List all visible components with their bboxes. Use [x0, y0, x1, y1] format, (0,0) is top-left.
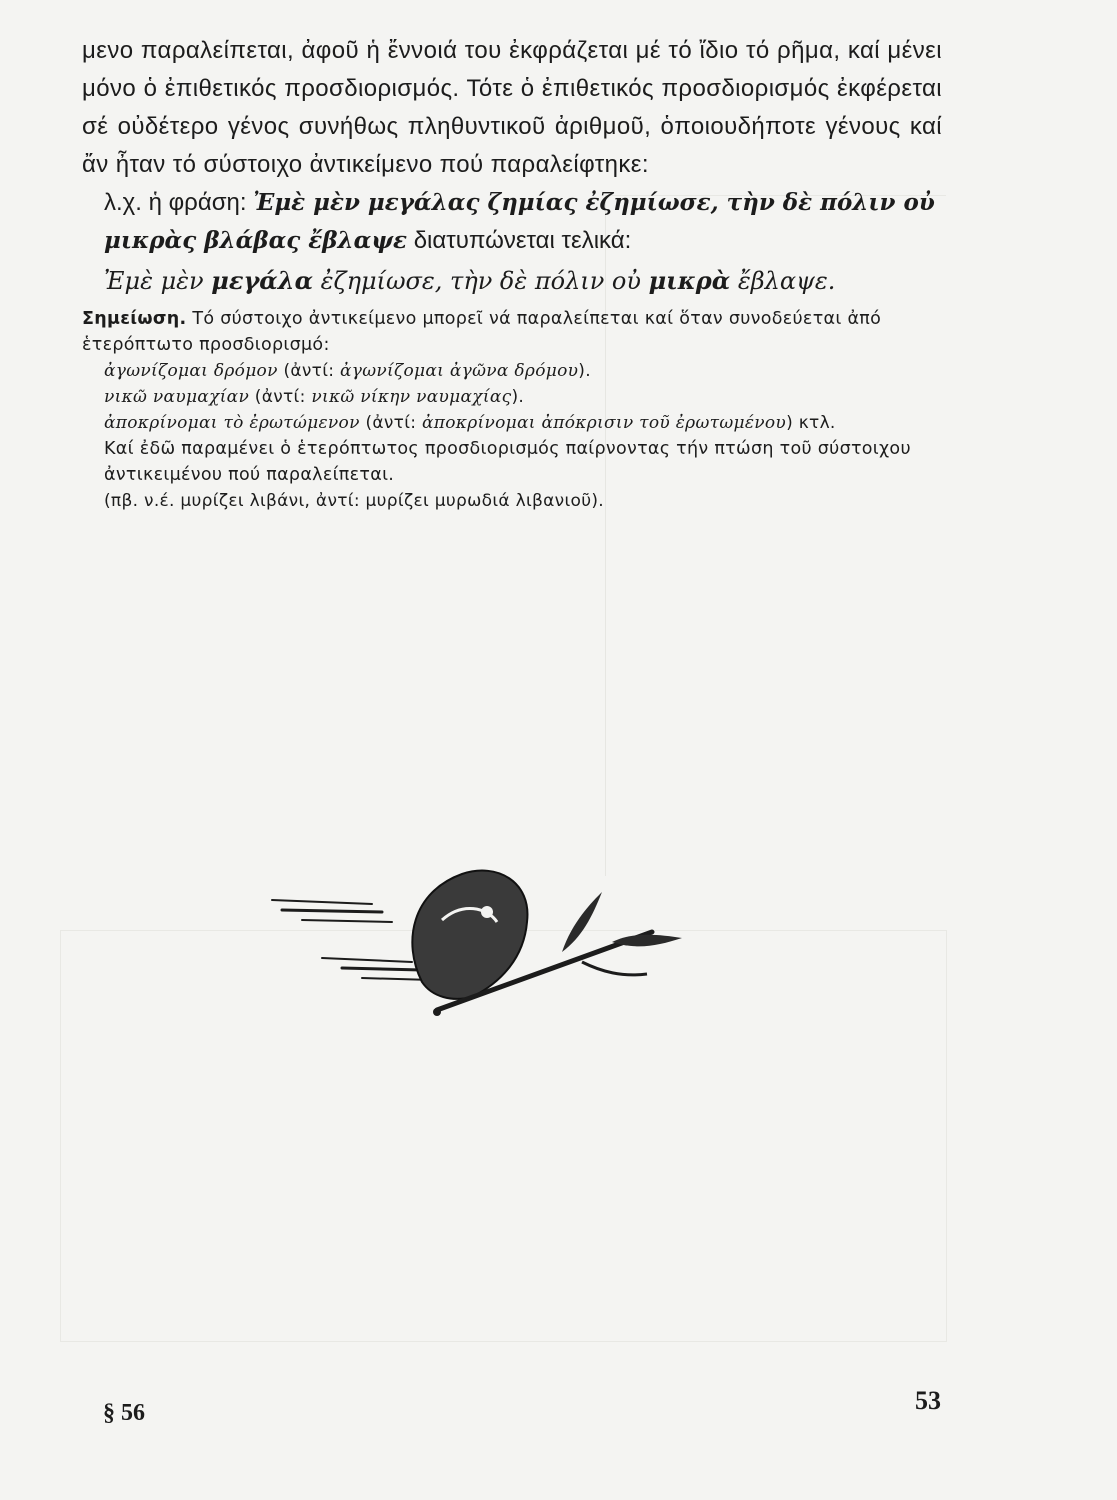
vignette-stroke: [342, 968, 422, 970]
stem-end: [433, 1008, 441, 1016]
main-text: [82, 32, 942, 514]
note-paragraph: [82, 306, 942, 358]
note-example-2: [82, 384, 942, 410]
note-ex1-d: ).: [578, 361, 591, 381]
note-label: Σημείωση.: [82, 309, 187, 329]
vignette-stroke: [322, 958, 412, 962]
fish-vignette-illustration: [262, 862, 692, 1062]
note-ex3-a: ἀποκρίνομαι τὸ ἐρωτώμενον: [104, 413, 360, 433]
note-ex2-d: ).: [511, 387, 525, 407]
note-ex3-d: ) κτλ.: [786, 413, 836, 433]
note-ex3-c: ἀποκρίνομαι ἀπόκρισιν τοῦ ἐρωτωμένου: [422, 413, 787, 433]
note-ex1-c: ἀγωνίζομαι ἀγῶνα δρόμου: [340, 361, 579, 381]
fish-eye: [481, 906, 493, 918]
vignette-stroke: [282, 910, 382, 912]
example-rest: διατυπώνεται τελικά:: [413, 227, 632, 254]
example-intro: λ.χ. ἡ φράση:: [104, 189, 247, 216]
example-result: [82, 260, 942, 302]
result-part-c: ἐζημίωσε, τὴν δὲ πόλιν οὐ: [313, 267, 649, 295]
note-example-3: [82, 410, 942, 436]
result-part-e: ἔβλαψε.: [730, 267, 836, 295]
note-ex2-c: νικῶ νίκην ναυμαχίας: [311, 387, 512, 407]
note-ex1-b: (ἀντί:: [277, 361, 340, 381]
result-part-a: Ἐμὲ μὲν: [104, 267, 212, 295]
note-example-1: [82, 358, 942, 384]
note-ex3-b: (ἀντί:: [359, 413, 422, 433]
leaf-stroke: [582, 962, 647, 975]
result-part-b: μεγάλα: [211, 266, 314, 295]
note-paragraph-2: Καί ἐδῶ παραμένει ὁ ἑτερόπτωτος προσδιορισμός παίρνοντας τήν πτώση τοῦ σύστοιχου ἀντικειμένου πού παραλείπεται.: [104, 439, 911, 485]
note-text: Τό σύστοιχο ἀντικείμενο μπορεῖ νά παραλείπεται καί ὅταν συνοδεύεται ἀπό ἑτερόπτωτο προσδιορισμό:: [82, 309, 882, 355]
example-phrase: [82, 184, 942, 260]
note-ex1-a: ἀγωνίζομαι δρόμον: [104, 361, 278, 381]
note-example-4: (πβ. ν.έ. μυρίζει λιβάνι, ἀντί: μυρίζει μυρωδιά λιβανιοῦ).: [104, 491, 604, 511]
paragraph-1: μενο παραλείπεται, ἀφοῦ ἡ ἔννοιά του ἐκφράζεται μέ τό ἴδιο τό ρῆμα, καί μένει μόνο ὁ ἐπιθετικός προσδιορισμός. Τότε ὁ ἐπιθετικός προσδιορισμός ἐκφέρεται σέ οὐδέτερο γένος συνήθως πληθυντικοῦ ἀριθμοῦ, ὁποιουδήποτε γένους καί ἄν ἦταν τό σύστοιχο ἀντικείμενο πού παραλείφτηκε:: [82, 37, 942, 178]
vignette-stroke: [272, 900, 372, 904]
result-part-d: μικρὰ: [648, 266, 731, 295]
vignette-stroke: [302, 920, 392, 922]
leaf-tip: [612, 935, 682, 947]
page-number: 53: [915, 1386, 941, 1415]
note-ex2-a: νικῶ ναυμαχίαν: [104, 387, 250, 407]
note-ex2-b: (ἀντί:: [249, 387, 312, 407]
fish-body: [412, 871, 527, 999]
example-greek-phrase: Ἐμὲ μὲν μεγάλας ζημίας ἐζημίωσε, τὴν δὲ πόλιν οὐ μικρὰς βλάβας ἔβλαψε: [104, 189, 935, 254]
section-reference: § 56: [103, 1400, 145, 1426]
leaf: [562, 892, 602, 952]
